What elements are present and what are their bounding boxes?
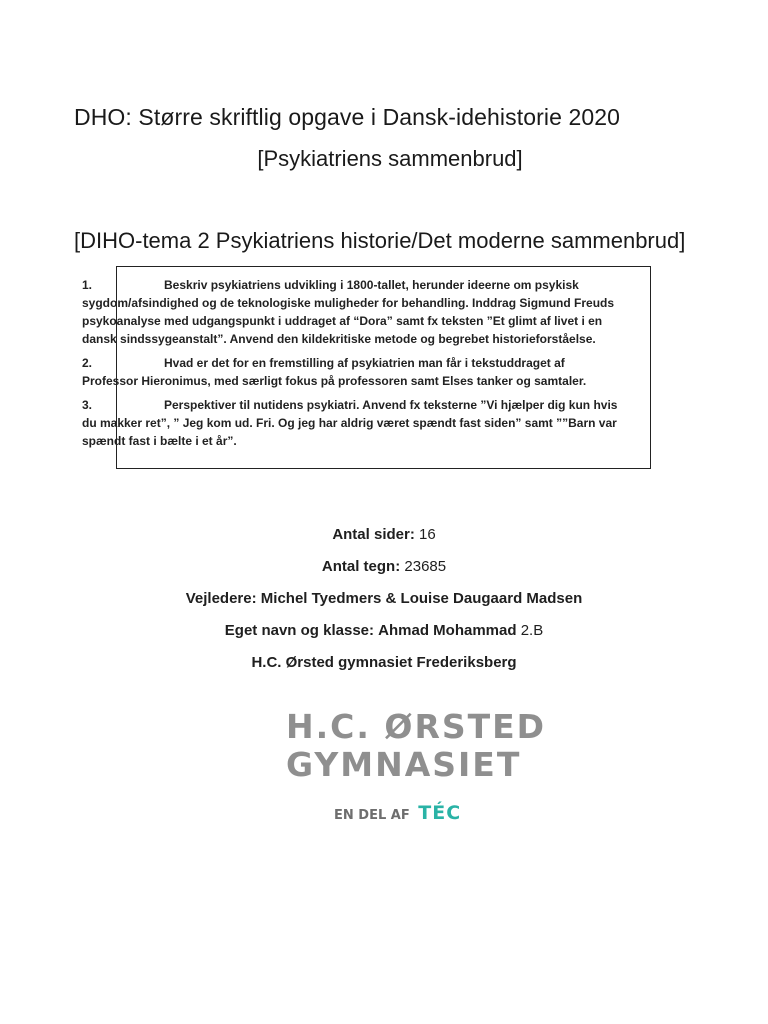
page-count-value: 16	[419, 526, 436, 543]
supervisors-label: Vejledere:	[185, 590, 257, 607]
question-text: Beskriv psykiatriens udvikling i 1800-tallet, herunder ideerne om psykisk sygdom/afsindighed og de teknologiske muligheder for behandling. Inddrag Sigmund Freuds psykoanalyse med udgangspunkt i uddraget af “Dora” samt fx teksten ”Et glimt af livet i en dansk sindssygeanstalt”. Anvend den kildekritiske metode og begrebet historieforståelse.	[82, 278, 615, 346]
student	[0, 620, 768, 652]
question-item	[82, 276, 622, 348]
char-count-value: 23685	[404, 558, 447, 575]
document-title: DHO: Større skriftlig opgave i Dansk-idehistorie 2020	[74, 104, 621, 130]
theme-heading: [DIHO-tema 2 Psykiatriens historie/Det moderne sammenbrud]	[74, 228, 686, 253]
char-count	[0, 556, 768, 588]
logo-line-2: GYMNASIET	[286, 745, 522, 784]
supervisors-value: Michel Tyedmers & Louise Daugaard Madsen	[260, 590, 583, 607]
logo-tagline: EN DEL AF	[334, 808, 410, 823]
logo-line-3	[334, 802, 496, 824]
school-name-text: H.C. Ørsted gymnasiet Frederiksberg	[251, 654, 517, 671]
question-item	[82, 396, 622, 450]
page-count-label: Antal sider:	[332, 526, 415, 543]
page-count	[0, 524, 768, 556]
question-number: 2.	[82, 356, 93, 370]
submission-info	[0, 524, 768, 684]
question-number: 3.	[82, 398, 93, 412]
question-text: Hvad er det for en fremstilling af psykiatrien man får i tekstuddraget af Professor Hieronimus, med særligt fokus på professoren samt Elses tanker og samtaler.	[82, 356, 587, 388]
student-name: Ahmad Mohammad	[378, 622, 517, 639]
questions-list	[82, 276, 622, 456]
student-class: 2.B	[520, 622, 544, 639]
school-name	[0, 652, 768, 684]
supervisors	[0, 588, 768, 620]
question-number: 1.	[82, 278, 93, 292]
student-label: Eget navn og klasse:	[224, 622, 374, 639]
char-count-label: Antal tegn:	[321, 558, 401, 575]
question-text: Perspektiver til nutidens psykiatri. Anvend fx teksterne ”Vi hjælper dig kun hvis du makker ret”, ” Jeg kom ud. Fri. Og jeg har aldrig været spændt fast siden” samt ””Barn var spændt fast i bælte i et år”.	[82, 398, 618, 448]
question-item	[82, 354, 622, 390]
school-logo	[286, 707, 547, 824]
tec-logo: TÉC	[418, 802, 462, 824]
logo-line-1: H.C. ØRSTED	[286, 707, 547, 746]
document-subtitle: [Psykiatriens sammenbrud]	[257, 146, 523, 171]
